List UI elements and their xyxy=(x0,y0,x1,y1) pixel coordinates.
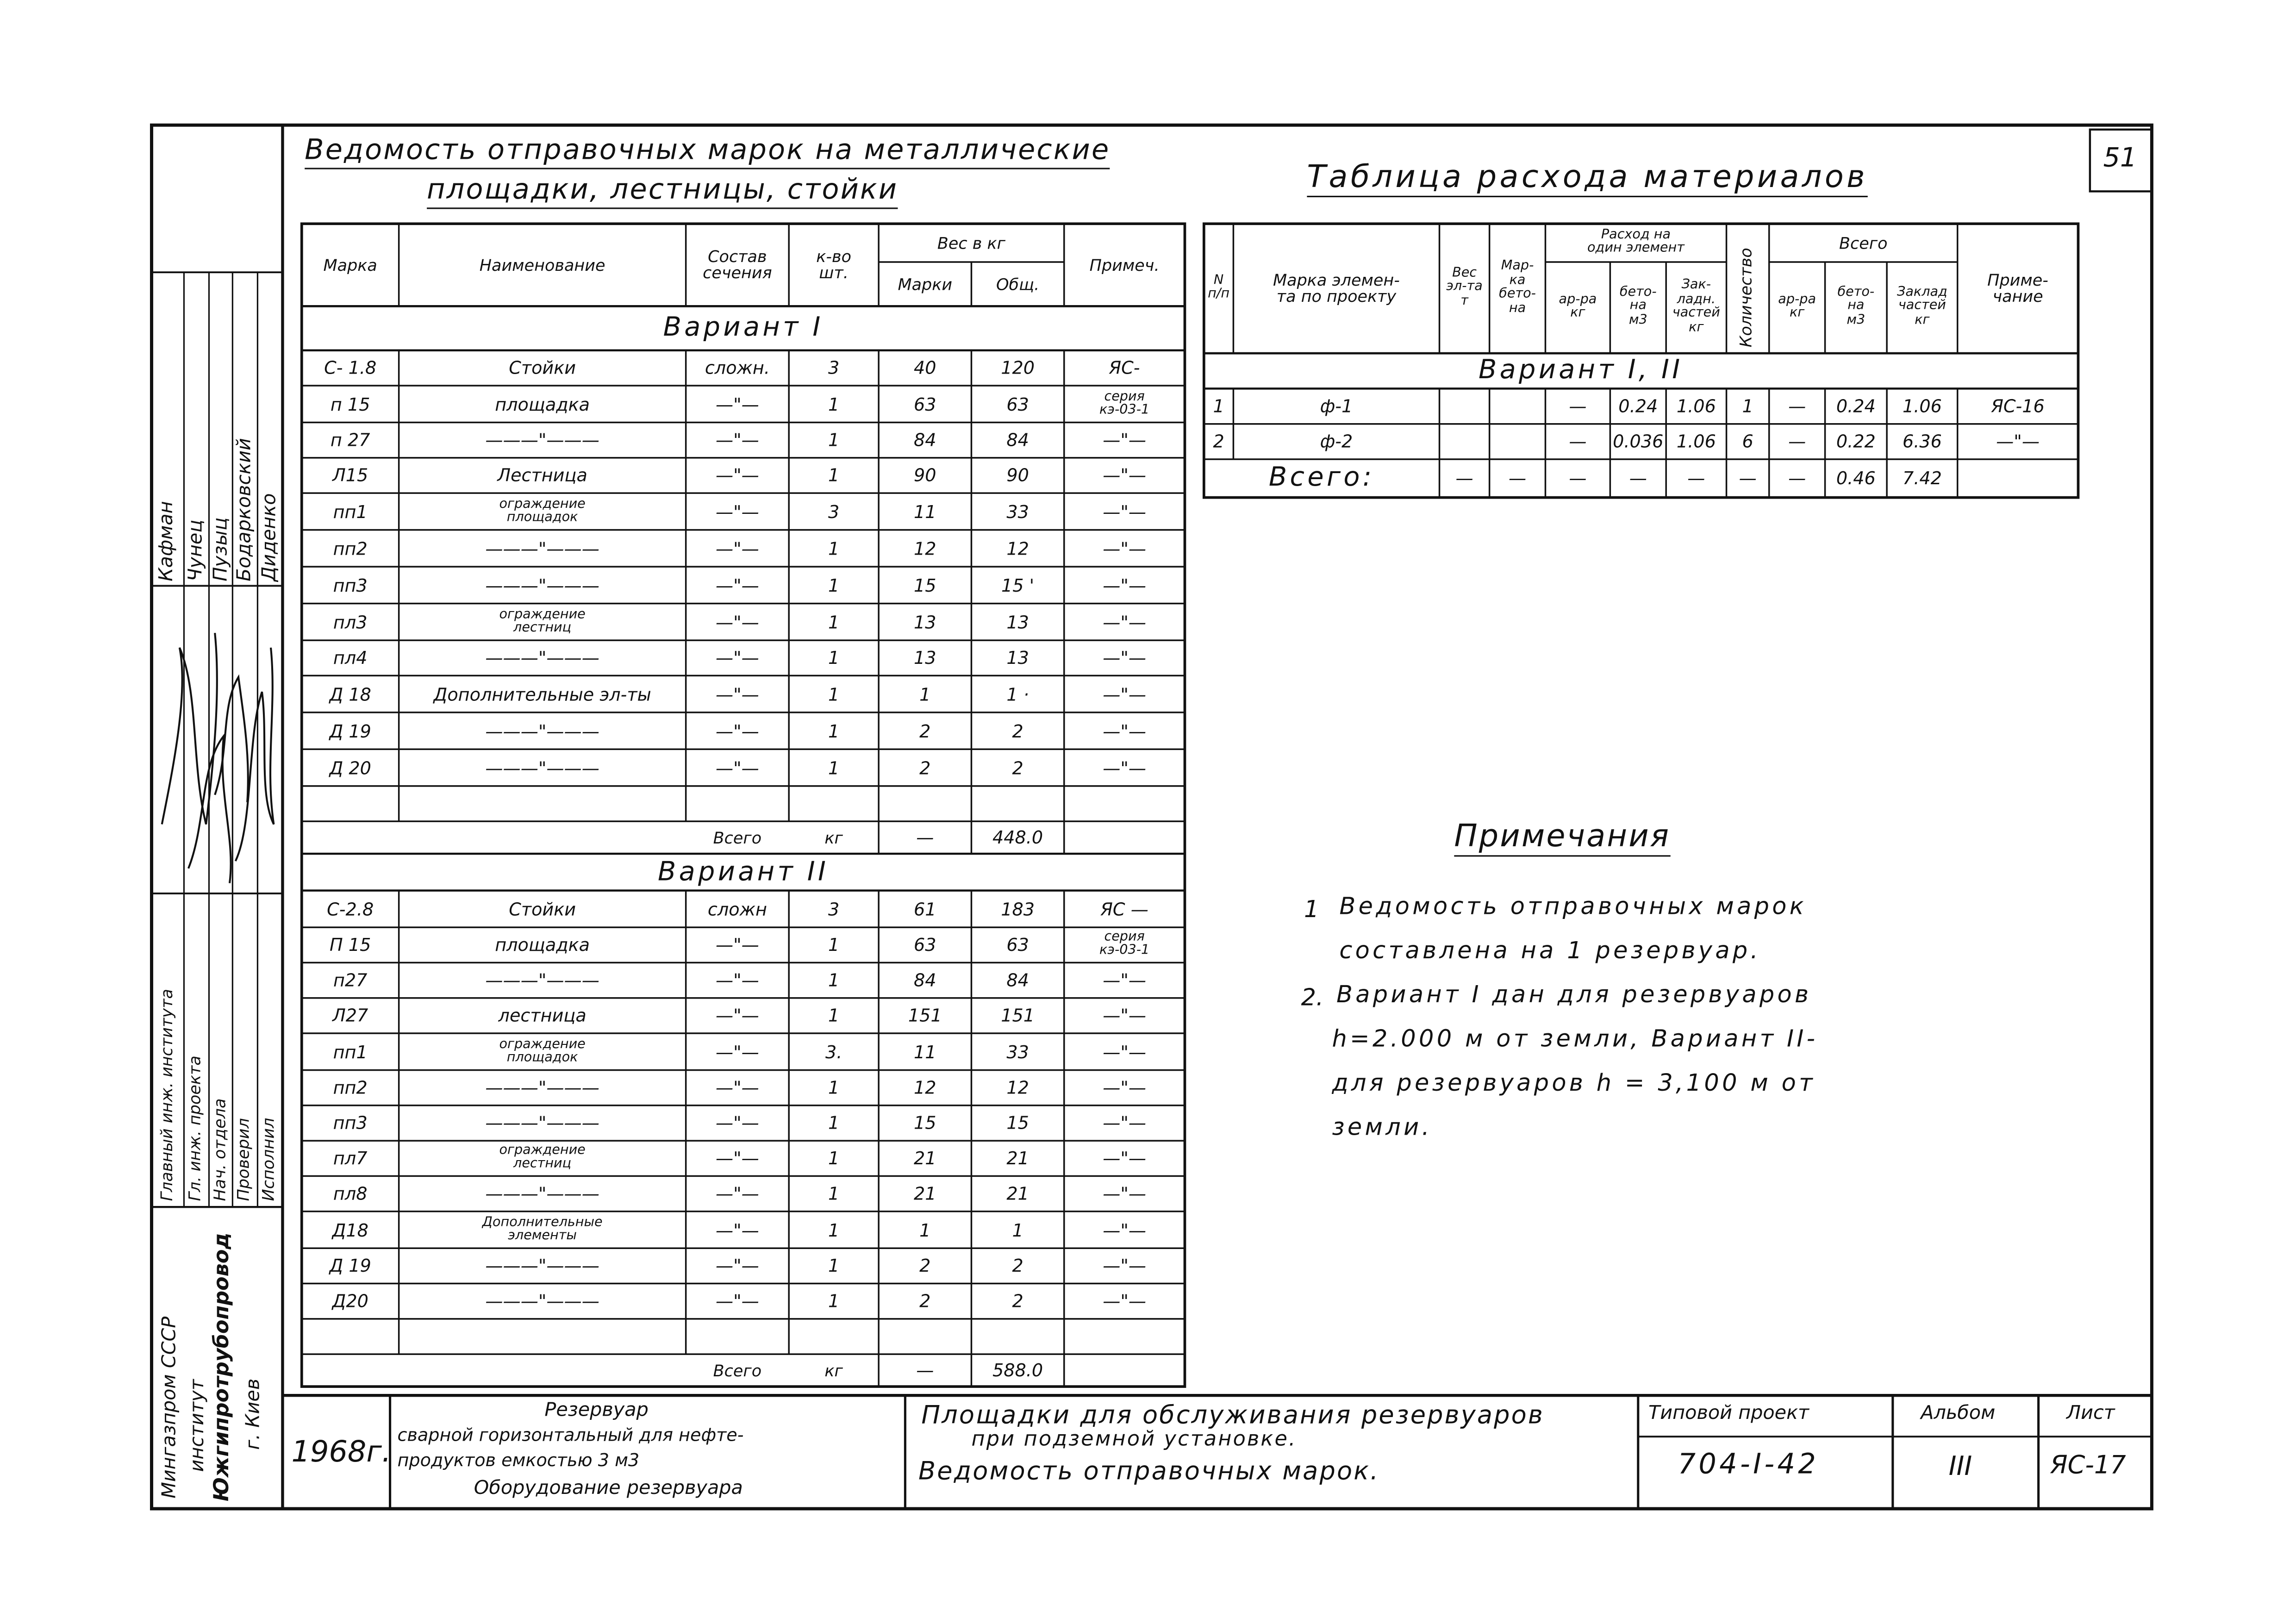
table-cell-name: ———"——— xyxy=(485,1183,599,1204)
table-cell-section: —"— xyxy=(715,934,759,956)
rt-header-mark: Марка элемен- та по проекту xyxy=(1273,271,1400,306)
table-cell-mark: Д 19 xyxy=(329,1255,371,1276)
rt-variant-title: Вариант I, II xyxy=(1478,355,1683,386)
table-cell-weight_total: 33 xyxy=(1006,501,1029,522)
table-cell-weight_total: 21 xyxy=(1006,1148,1029,1169)
rt-total-total_rebar: — xyxy=(1788,468,1806,489)
table-cell-name: ———"——— xyxy=(485,1255,599,1276)
rt-cell-weight xyxy=(1440,388,1490,424)
note-2-line: h=2.000 м от земли, Вариант II- xyxy=(1332,1024,1818,1053)
strip-name: Пузыц xyxy=(210,517,233,581)
org-name: Южгипротрубопровод xyxy=(210,1232,234,1502)
rt-cell-rebar: — xyxy=(1569,431,1587,452)
table-cell-section: —"— xyxy=(715,1077,759,1098)
table-cell-name: ———"——— xyxy=(485,1077,599,1098)
sheet-title: Площадки для обслуживания резервуаров xyxy=(921,1401,1544,1431)
table-cell-weight_mark: 21 xyxy=(914,1148,936,1169)
table-cell-weight_total: 84 xyxy=(1006,970,1029,991)
table-cell-qty: 3. xyxy=(825,1041,842,1062)
rt-cell-qty: 1 xyxy=(1742,396,1753,417)
table-cell-mark: пл8 xyxy=(333,1183,368,1204)
total-dash: — xyxy=(916,1360,934,1381)
rt-cell-total_concrete: 0.22 xyxy=(1836,431,1876,452)
table-cell-qty: 3 xyxy=(828,501,840,522)
table-cell-qty: 1 xyxy=(828,575,840,596)
table-cell-weight_mark: 13 xyxy=(914,647,936,668)
rt-cell-total_embedded: 1.06 xyxy=(1902,396,1942,417)
rt-header-rebar: ар-ра кг xyxy=(1559,292,1597,321)
header-section: Состав сечения xyxy=(703,247,772,283)
table-cell-section: —"— xyxy=(715,501,759,522)
note-2-line: земли. xyxy=(1332,1112,1433,1141)
table-cell-weight_mark: 1 xyxy=(919,1219,931,1240)
table-cell-note: серия кэ-03-1 xyxy=(1099,930,1150,958)
table-cell-mark: Д20 xyxy=(332,1291,368,1312)
table-cell-weight_mark: 11 xyxy=(914,1041,936,1062)
table-cell-weight_mark: 2 xyxy=(919,720,931,741)
table-cell-qty: 1 xyxy=(828,720,840,741)
table-cell-name: ———"——— xyxy=(485,757,599,778)
table-cell-mark: пп1 xyxy=(333,1041,368,1062)
table-cell-weight_mark: 84 xyxy=(914,430,936,450)
table-cell-name: ———"——— xyxy=(485,430,599,450)
total-unit: кг xyxy=(824,1361,843,1380)
table-cell-weight_mark: 13 xyxy=(914,612,936,632)
table-cell-section: —"— xyxy=(715,465,759,486)
table-cell-note: —"— xyxy=(1103,1291,1147,1312)
table-cell-mark: Д 19 xyxy=(329,720,371,741)
table-cell-mark: Д 18 xyxy=(329,683,371,705)
table-cell-section: сложн xyxy=(707,899,767,919)
table-cell-weight_total: 13 xyxy=(1006,612,1029,632)
table-cell-note: —"— xyxy=(1103,1112,1147,1134)
table-cell-qty: 1 xyxy=(828,394,840,415)
table-cell-qty: 1 xyxy=(828,970,840,991)
left-title-line2: площадки, лестницы, стойки xyxy=(427,174,898,209)
table-cell-weight_total: 63 xyxy=(1006,934,1029,956)
strip-role: Гл. инж. проекта xyxy=(185,1056,205,1201)
table-cell-note: —"— xyxy=(1103,683,1147,705)
table-cell-qty: 1 xyxy=(828,1255,840,1276)
strip-role: Проверил xyxy=(234,1118,253,1201)
rt-cell-note: ЯС-16 xyxy=(1991,396,2045,417)
project-label: Типовой проект xyxy=(1648,1403,1809,1425)
rt-cell-rebar: — xyxy=(1569,396,1587,417)
table-cell-qty: 1 xyxy=(828,1291,840,1312)
rt-header-qty: Количество xyxy=(1736,248,1756,348)
table-cell-section: —"— xyxy=(715,394,759,415)
variant-title: Вариант II xyxy=(657,856,829,887)
table-cell-qty: 1 xyxy=(828,934,840,956)
table-cell-weight_total: 2 xyxy=(1012,1291,1023,1312)
rt-cell-note: —"— xyxy=(1996,431,2040,452)
note-1-number: 1 xyxy=(1304,895,1319,923)
table-cell-weight_mark: 2 xyxy=(919,1291,931,1312)
object-subtitle: Оборудование резервуара xyxy=(474,1478,743,1500)
table-cell-name: ограждение лестниц xyxy=(499,1143,586,1172)
note-1-line: Ведомость отправочных марок xyxy=(1339,892,1807,920)
table-cell-qty: 1 xyxy=(828,1219,840,1240)
rt-header-note: Приме- чание xyxy=(1987,271,2048,306)
rt-total-label: Всего: xyxy=(1268,462,1375,493)
project-number: 704-I-42 xyxy=(1678,1448,1819,1481)
table-cell-qty: 1 xyxy=(828,1005,840,1026)
table-cell-mark: п 15 xyxy=(330,394,370,415)
table-cell-weight_mark: 11 xyxy=(914,501,936,522)
rt-cell-total_embedded: 6.36 xyxy=(1902,431,1942,452)
org-city: г. Киев xyxy=(243,1378,265,1450)
strip-name: Кафман xyxy=(156,501,178,581)
note-1-line: составлена на 1 резервуар. xyxy=(1339,936,1761,964)
table-cell-weight_mark: 63 xyxy=(914,934,936,956)
table-cell-note: —"— xyxy=(1103,501,1147,522)
table-cell-name: лестница xyxy=(498,1005,586,1026)
table-cell-name: Дополнительные эл-ты xyxy=(433,683,651,705)
table-cell-name: площадка xyxy=(495,934,590,956)
table-cell-name: Стойки xyxy=(509,899,576,919)
object-name: Резервуар xyxy=(544,1399,649,1422)
rt-cell-concrete: 0.24 xyxy=(1618,396,1658,417)
table-cell-section: —"— xyxy=(715,575,759,596)
table-cell-weight_mark: 63 xyxy=(914,394,936,415)
rt-cell-mark: ф-1 xyxy=(1320,396,1353,417)
strip-role: Главный инж. института xyxy=(157,989,177,1201)
table-cell-weight_total: 12 xyxy=(1006,538,1029,559)
table-cell-qty: 1 xyxy=(828,465,840,486)
table-cell-name: площадка xyxy=(495,394,590,415)
sheet-label: Лист xyxy=(2066,1403,2115,1425)
rt-total-qty: — xyxy=(1739,468,1757,489)
rt-header-concrete: бето- на м3 xyxy=(1619,285,1657,328)
rt-header-total-rebar: ар-ра кг xyxy=(1778,292,1816,321)
table-cell-note: —"— xyxy=(1103,1255,1147,1276)
rt-header-weight: Вес эл-та т xyxy=(1446,266,1483,309)
table-cell-qty: 1 xyxy=(828,647,840,668)
total-unit: кг xyxy=(824,828,843,847)
page-number: 51 xyxy=(2103,143,2137,174)
rt-header-grade: Мар- ка бето- на xyxy=(1499,259,1536,316)
strip-name: Диденко xyxy=(259,493,281,581)
table-cell-weight_total: 63 xyxy=(1006,394,1029,415)
rt-header-embedded: Зак- ладн. частей кг xyxy=(1672,278,1720,335)
table-cell-mark: пп2 xyxy=(333,1077,368,1098)
rt-header-per-element: Расход на один элемент xyxy=(1587,227,1685,256)
table-cell-name: ограждение площадок xyxy=(499,1037,586,1065)
table-cell-mark: С- 1.8 xyxy=(324,357,377,379)
table-cell-note: серия кэ-03-1 xyxy=(1099,389,1150,418)
org-ministry: Мингазпром СССР xyxy=(159,1316,181,1499)
table-cell-mark: Л15 xyxy=(332,465,368,486)
rt-total-total_embedded: 7.42 xyxy=(1902,468,1942,489)
table-cell-section: —"— xyxy=(715,1219,759,1240)
rt-cell-total_rebar: — xyxy=(1788,396,1806,417)
rt-total-embedded: — xyxy=(1687,468,1705,489)
header-weight-mark: Марки xyxy=(898,274,953,294)
table-cell-note: —"— xyxy=(1103,430,1147,450)
table-cell-note: —"— xyxy=(1103,1041,1147,1062)
table-cell-name: ———"——— xyxy=(485,970,599,991)
total-label: Всего xyxy=(713,1361,762,1380)
table-cell-weight_total: 15 xyxy=(1006,1112,1029,1134)
table-cell-note: ЯС — xyxy=(1100,899,1148,919)
table-cell-weight_total: 90 xyxy=(1006,465,1029,486)
rt-cell-weight xyxy=(1440,424,1490,459)
notes-title: Примечания xyxy=(1454,818,1670,857)
rt-total-concrete: — xyxy=(1629,468,1647,489)
rt-cell-n: 1 xyxy=(1213,396,1224,417)
table-cell-mark: п 27 xyxy=(330,430,370,450)
table-cell-mark: П 15 xyxy=(330,934,371,956)
table-cell-name: ———"——— xyxy=(485,647,599,668)
header-qty: к-во шт. xyxy=(816,247,852,283)
table-cell-mark: п27 xyxy=(333,970,368,991)
header-name: Наименование xyxy=(479,255,605,275)
rt-header-total-concrete: бето- на м3 xyxy=(1837,285,1875,328)
table-cell-weight_total: 13 xyxy=(1006,647,1029,668)
table-cell-weight_mark: 151 xyxy=(908,1005,942,1026)
header-weight: Вес в кг xyxy=(937,233,1005,253)
table-cell-mark: пп2 xyxy=(333,538,368,559)
table-cell-weight_mark: 1 xyxy=(919,683,931,705)
table-cell-mark: пл3 xyxy=(333,612,368,632)
table-cell-section: —"— xyxy=(715,1005,759,1026)
table-cell-name: Стойки xyxy=(509,357,576,379)
table-cell-weight_mark: 90 xyxy=(914,465,936,486)
table-cell-mark: Д18 xyxy=(332,1219,368,1240)
table-cell-section: —"— xyxy=(715,757,759,778)
table-cell-qty: 1 xyxy=(828,1148,840,1169)
object-desc: продуктов емкостью 3 м3 xyxy=(397,1449,640,1471)
rt-header-total-embedded: Заклад частей кг xyxy=(1897,285,1947,328)
table-cell-mark: пп3 xyxy=(333,1112,368,1134)
table-cell-qty: 3 xyxy=(828,357,840,379)
rt-cell-n: 2 xyxy=(1213,431,1224,452)
table-cell-weight_total: 1 xyxy=(1012,1219,1023,1240)
table-cell-note: —"— xyxy=(1103,1077,1147,1098)
rt-total-weight: — xyxy=(1455,468,1473,489)
table-cell-weight_total: 84 xyxy=(1006,430,1029,450)
table-cell-mark: Л27 xyxy=(332,1005,368,1026)
org-type: институт xyxy=(187,1379,209,1472)
table-cell-mark: пл4 xyxy=(333,647,368,668)
table-cell-note: —"— xyxy=(1103,575,1147,596)
rt-total-total_concrete: 0.46 xyxy=(1836,468,1876,489)
table-cell-mark: пл7 xyxy=(333,1148,368,1169)
table-cell-weight_mark: 15 xyxy=(914,1112,936,1134)
rt-cell-grade xyxy=(1490,424,1546,459)
table-cell-qty: 1 xyxy=(828,430,840,450)
table-cell-name: ———"——— xyxy=(485,1112,599,1134)
table-cell-note: —"— xyxy=(1103,757,1147,778)
table-cell-weight_total: 21 xyxy=(1006,1183,1029,1204)
table-cell-qty: 1 xyxy=(828,1112,840,1134)
table-cell-weight_total: 33 xyxy=(1006,1041,1029,1062)
table-cell-weight_mark: 2 xyxy=(919,1255,931,1276)
right-title: Таблица расхода материалов xyxy=(1307,159,1867,197)
table-cell-section: —"— xyxy=(715,647,759,668)
rt-cell-mark: ф-2 xyxy=(1320,431,1353,452)
table-cell-section: —"— xyxy=(715,1041,759,1062)
table-cell-name: ———"——— xyxy=(485,538,599,559)
table-cell-mark: С-2.8 xyxy=(327,899,374,919)
total-label: Всего xyxy=(713,828,762,847)
table-cell-note: —"— xyxy=(1103,1219,1147,1240)
table-cell-weight_total: 151 xyxy=(1001,1005,1035,1026)
sheet-title: при подземной установке. xyxy=(971,1428,1297,1451)
table-cell-name: ———"——— xyxy=(485,1291,599,1312)
strip-name: Бодарковский xyxy=(234,438,256,581)
sheet-title: Ведомость отправочных марок. xyxy=(918,1457,1380,1487)
table-cell-name: ограждение площадок xyxy=(499,497,586,525)
rt-header-n: N п/п xyxy=(1208,273,1230,302)
rt-cell-qty: 6 xyxy=(1742,431,1753,452)
table-cell-name: ———"——— xyxy=(485,575,599,596)
rt-cell-concrete: 0.036 xyxy=(1613,431,1664,452)
table-cell-weight_total: 2 xyxy=(1012,757,1023,778)
table-cell-note: —"— xyxy=(1103,647,1147,668)
album-label: Альбом xyxy=(1921,1403,1996,1425)
left-title-line1: Ведомость отправочных марок на металлические xyxy=(305,134,1110,169)
rt-cell-total_rebar: — xyxy=(1788,431,1806,452)
table-cell-weight_total: 2 xyxy=(1012,1255,1023,1276)
table-cell-weight_mark: 61 xyxy=(914,899,936,919)
table-cell-section: —"— xyxy=(715,1112,759,1134)
table-cell-qty: 1 xyxy=(828,757,840,778)
table-cell-mark: пп1 xyxy=(333,501,368,522)
table-cell-name: Дополнительные элементы xyxy=(482,1215,603,1243)
table-cell-qty: 3 xyxy=(828,899,840,919)
strip-name: Чунец xyxy=(185,519,208,581)
table-cell-name: ———"——— xyxy=(485,720,599,741)
table-cell-note: ЯС- xyxy=(1109,357,1140,379)
rt-total-rebar: — xyxy=(1569,468,1587,489)
note-2-line: для резервуаров h = 3,100 м от xyxy=(1332,1068,1816,1097)
table-cell-name: Лестница xyxy=(497,465,587,486)
table-cell-qty: 1 xyxy=(828,683,840,705)
table-cell-section: —"— xyxy=(715,683,759,705)
rt-cell-grade xyxy=(1490,388,1546,424)
table-cell-note: —"— xyxy=(1103,538,1147,559)
table-cell-note: —"— xyxy=(1103,970,1147,991)
table-cell-section: —"— xyxy=(715,538,759,559)
object-desc: сварной горизонтальный для нефте- xyxy=(397,1424,744,1446)
table-cell-note: —"— xyxy=(1103,1005,1147,1026)
table-cell-note: —"— xyxy=(1103,720,1147,741)
table-cell-section: —"— xyxy=(715,612,759,632)
table-cell-qty: 1 xyxy=(828,538,840,559)
total-value: 448.0 xyxy=(992,827,1043,848)
rt-cell-total_concrete: 0.24 xyxy=(1836,396,1876,417)
table-cell-qty: 1 xyxy=(828,612,840,632)
table-cell-section: —"— xyxy=(715,970,759,991)
table-cell-section: —"— xyxy=(715,1148,759,1169)
note-2-number: 2. xyxy=(1301,983,1324,1012)
header-weight-total: Общ. xyxy=(996,274,1040,294)
table-cell-weight_total: 12 xyxy=(1006,1077,1029,1098)
table-cell-section: —"— xyxy=(715,1183,759,1204)
header-note: Примеч. xyxy=(1089,255,1160,275)
table-cell-qty: 1 xyxy=(828,1077,840,1098)
variant-title: Вариант I xyxy=(663,312,824,343)
rt-cell-embedded: 1.06 xyxy=(1676,431,1716,452)
table-cell-mark: пп3 xyxy=(333,575,368,596)
table-cell-weight_mark: 2 xyxy=(919,757,931,778)
rt-cell-embedded: 1.06 xyxy=(1676,396,1716,417)
table-cell-section: —"— xyxy=(715,1291,759,1312)
strip-role: Нач. отдела xyxy=(210,1098,230,1201)
table-cell-weight_mark: 12 xyxy=(914,538,936,559)
table-cell-weight_total: 120 xyxy=(1001,357,1035,379)
table-cell-weight_mark: 15 xyxy=(914,575,936,596)
table-cell-name: ограждение лестниц xyxy=(499,607,586,635)
note-2-line: Вариант I дан для резервуаров xyxy=(1336,980,1812,1008)
table-cell-section: —"— xyxy=(715,720,759,741)
table-cell-mark: Д 20 xyxy=(329,757,371,778)
table-cell-weight_total: 183 xyxy=(1001,899,1035,919)
table-cell-weight_total: 2 xyxy=(1012,720,1023,741)
table-cell-qty: 1 xyxy=(828,1183,840,1204)
total-value: 588.0 xyxy=(992,1360,1043,1381)
table-cell-section: —"— xyxy=(715,430,759,450)
year: 1968г. xyxy=(291,1433,392,1469)
table-cell-weight_total: 1 · xyxy=(1006,683,1029,705)
table-cell-weight_mark: 21 xyxy=(914,1183,936,1204)
table-cell-note: —"— xyxy=(1103,1183,1147,1204)
table-cell-section: сложн. xyxy=(705,357,770,379)
table-cell-note: —"— xyxy=(1103,465,1147,486)
album-number: III xyxy=(1948,1451,1972,1482)
table-cell-section: —"— xyxy=(715,1255,759,1276)
sheet-code: ЯС-17 xyxy=(2050,1451,2126,1481)
rt-header-total: Всего xyxy=(1839,233,1888,253)
rt-total-grade: — xyxy=(1508,468,1527,489)
header-mark: Марка xyxy=(323,255,377,275)
table-cell-weight_total: 15 ' xyxy=(1001,575,1035,596)
total-dash: — xyxy=(916,827,934,848)
table-cell-weight_mark: 40 xyxy=(914,357,936,379)
strip-role: Исполнил xyxy=(259,1118,278,1201)
table-cell-note: —"— xyxy=(1103,1148,1147,1169)
table-cell-weight_mark: 84 xyxy=(914,970,936,991)
table-cell-note: —"— xyxy=(1103,612,1147,632)
table-cell-weight_mark: 12 xyxy=(914,1077,936,1098)
